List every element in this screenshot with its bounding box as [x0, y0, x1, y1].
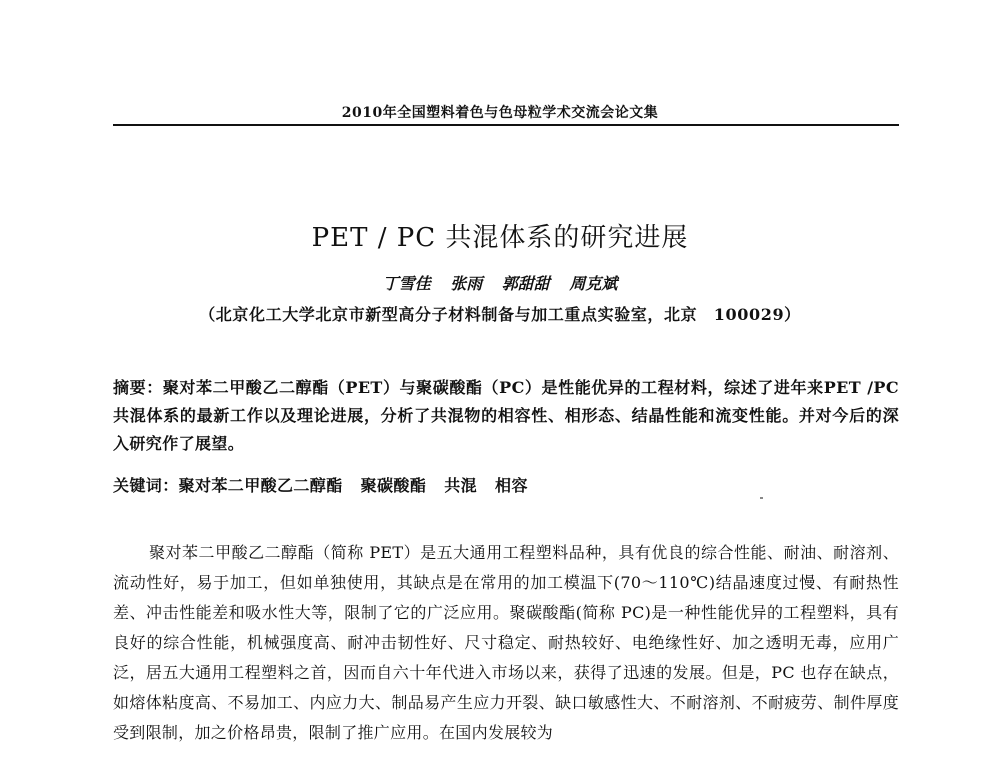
keywords-label: 关键词： — [113, 476, 179, 495]
abstract-label: 摘要： — [113, 378, 163, 397]
keyword: 共混 — [444, 476, 478, 495]
author-list — [0, 273, 1000, 295]
author-name: 丁雪佳 — [382, 274, 431, 293]
header-rule — [113, 124, 899, 126]
author-name: 张雨 — [450, 274, 483, 293]
running-header: 2010年全国塑料着色与色母粒学术交流会论文集 — [341, 105, 659, 121]
author-name: 周克斌 — [569, 274, 618, 293]
paper-title: PET / PC 共混体系的研究进展 — [311, 223, 689, 253]
abstract-text: 聚对苯二甲酸乙二醇酯（PET）与聚碳酸酯（PC）是性能优异的工程材料，综述了进年来PET /PC共混体系的最新工作以及理论进展，分析了共混物的相容性、相形态、结晶性能和流变性能。并对今后的深入研究作了展望。 — [113, 378, 900, 453]
keyword: 聚对苯二甲酸乙二醇酯 — [178, 476, 343, 495]
keyword: 相容 — [495, 476, 528, 495]
affiliation: （北京化工大学北京市新型高分子材料制备与加工重点实验室，北京 100029） — [199, 305, 801, 324]
abstract — [113, 374, 899, 458]
author-name: 郭甜甜 — [501, 274, 550, 293]
body-paragraph: 聚对苯二甲酸乙二醇酯（简称 PET）是五大通用工程塑料品种，具有优良的综合性能、耐油、耐溶剂、流动性好，易于加工，但如单独使用，其缺点是在常用的加工模温下(70～110℃)结晶速度过慢、有耐热性差、冲击性能差和吸水性大等，限制了它的广泛应用。聚碳酸酯(简称 PC)是一种性能优异的工程塑料，具有良好的综合性能，机械强度高、耐冲击韧性好、尺寸稳定、耐热较好、电绝缘性好、加之透明无毒，应用广泛，居五大通用工程塑料之首，因而自六十年代进入市场以来，获得了迅速的发展。但是，PC 也存在缺点，如熔体粘度高、不易加工、内应力大、制品易产生应力开裂、缺口敏感性大、不耐溶剂、不耐疲劳、制件厚度受到限制，加之价格昂贵，限制了推广应用。在国内发展较为 — [113, 543, 899, 742]
keyword: 聚碳酸酯 — [360, 476, 427, 495]
keywords — [113, 472, 899, 500]
scan-speck — [760, 497, 763, 499]
